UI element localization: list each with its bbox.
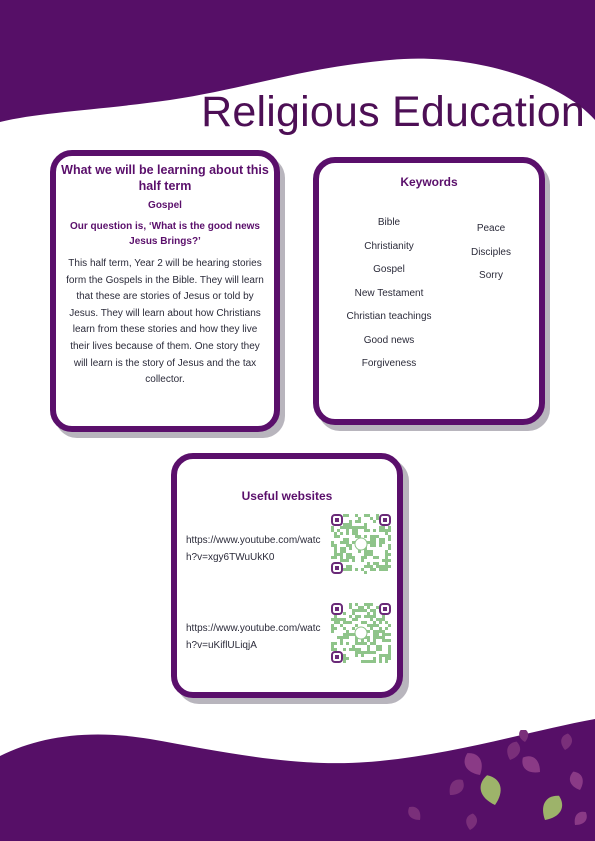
keyword: Bible <box>377 217 401 228</box>
website-link[interactable]: https://www.youtube.com/watch?v=xgy6TWuUkK0 <box>186 535 321 563</box>
keywords-column-2 <box>451 223 531 294</box>
keyword: Sorry <box>479 270 503 281</box>
keyword: New Testament <box>354 287 424 299</box>
leaf-shape <box>571 809 590 829</box>
learning-body: This half term, Year 2 will be hearing stories form the Gospels in the Bible. They will learn that these are stories of Jesus or told by Jesus. They will learn about how Christians learn from these stories and how they live their lives because of them. One story they will learn is the story of Jesus and the tax collector. <box>66 258 264 386</box>
websites-heading: Useful websites <box>241 489 333 503</box>
keyword: Christianity <box>364 240 414 252</box>
keyword: Gospel <box>373 264 405 275</box>
qr-code-icon[interactable] <box>331 514 391 574</box>
learning-question: Our question is, ‘What is the good news Jesus Brings?’ <box>69 221 260 247</box>
websites-card <box>171 453 403 698</box>
leaf-shape <box>567 769 586 792</box>
keyword: Good news <box>363 334 415 346</box>
website-link[interactable]: https://www.youtube.com/watch?v=uKiflULiqjA <box>186 623 321 651</box>
leaf-shape <box>460 749 487 779</box>
leaf-shape <box>477 773 504 808</box>
keyword: Forgiveness <box>361 358 417 369</box>
keywords-card <box>313 157 545 425</box>
leaf-shape <box>445 776 467 799</box>
leaf-shape <box>504 739 523 762</box>
leaves-decoration <box>380 730 595 841</box>
keyword: Peace <box>476 223 506 234</box>
leaf-shape <box>465 813 479 831</box>
qr-code-icon[interactable] <box>331 603 391 663</box>
learning-card <box>50 150 280 432</box>
leaf-shape <box>537 791 567 824</box>
keyword: Christian teachings <box>346 311 432 322</box>
leaf-shape <box>518 730 529 743</box>
keyword: Disciples <box>470 246 511 258</box>
learning-heading: What we will be learning about this half term <box>61 163 269 193</box>
keywords-heading: Keywords <box>400 175 458 189</box>
leaf-shape <box>405 804 424 824</box>
leaf-shape <box>560 733 574 751</box>
leaf-shape <box>518 752 544 777</box>
keywords-column-1 <box>329 217 449 382</box>
learning-topic: Gospel <box>148 200 182 211</box>
page-title: Religious Education <box>201 88 585 136</box>
